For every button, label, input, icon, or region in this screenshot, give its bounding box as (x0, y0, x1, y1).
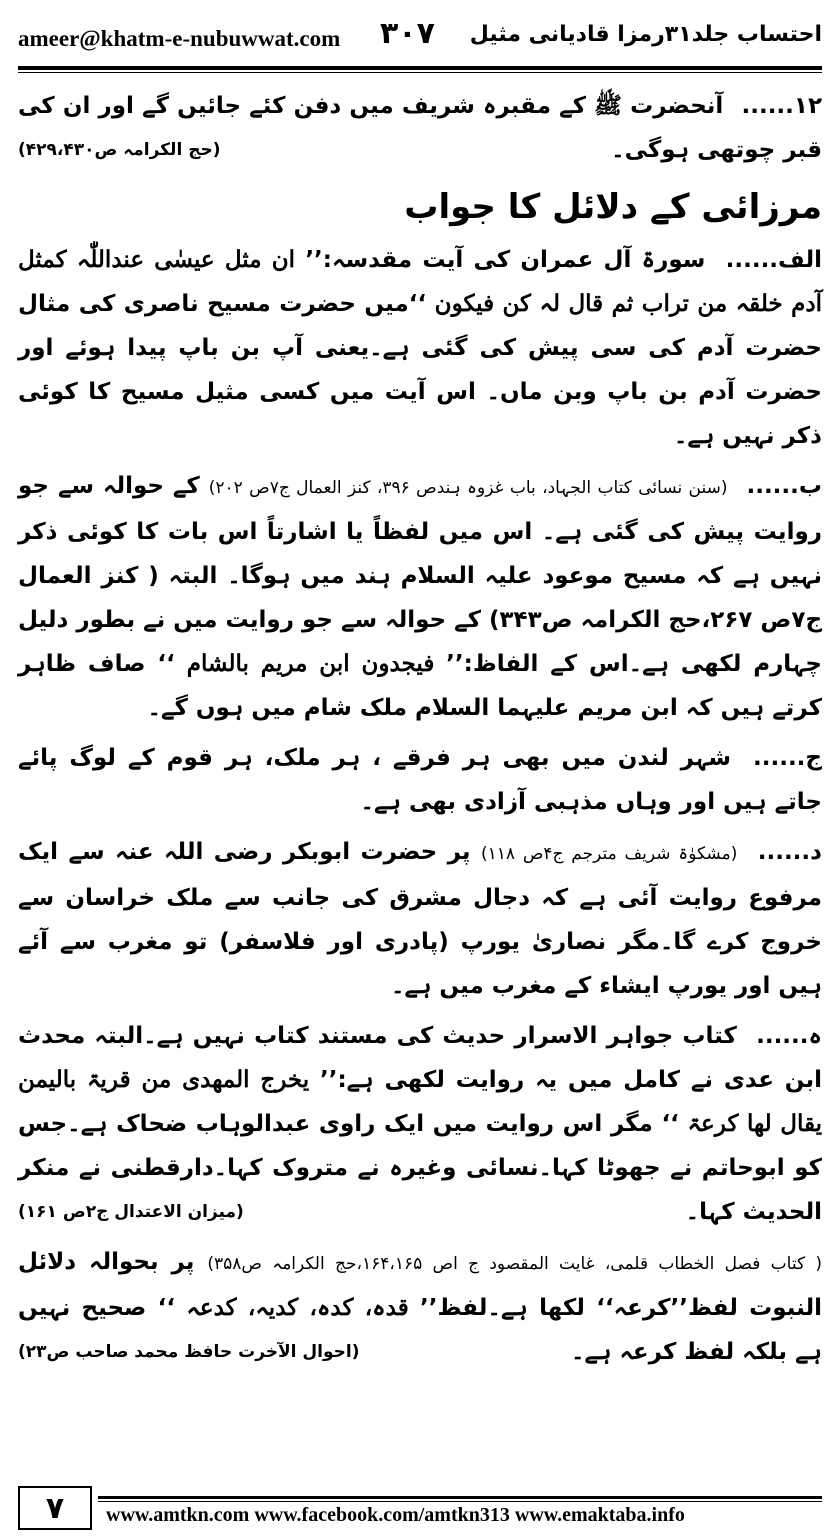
book-page (18, 10, 822, 1530)
header-rule-thin (18, 72, 822, 73)
paragraph-jeem-label: ج...... (753, 745, 822, 771)
paragraph-last (18, 1240, 822, 1374)
header-email: ameer@khatm-e-nubuwwat.com (18, 26, 341, 51)
footer-page-box: ۷ (18, 1486, 92, 1530)
page-number: ۳۰۷ (380, 16, 435, 51)
paragraph-alif-text: ‘‘میں حضرت مسیح ناصری کی مثال حضرت آدم کی سی پیش کی گئی ہے۔یعنی آپ بن باپ پیدا ہوئے اور حضرت آدم بن باپ وبن ماں۔ اس آیت میں کسی مثیل مسیح کا کوئی ذکر نہیں ہے۔ (18, 291, 822, 449)
paragraph-jeem-text: شہر لندن میں بھی ہر فرقے ، ہر ملک، ہر قوم کے لوگ پائے جاتے ہیں اور وہاں مذہبی آزادی بھی ہے۔ (18, 745, 822, 815)
hadith-quote-mahdi: یخرج المھدی من قریۃ بالیمن یقال لھا کرعۃ (18, 1066, 822, 1137)
footer-rule-thin (98, 1501, 822, 1502)
paragraph-bay-text1: کے حوالہ سے جو روایت پیش کی گئی ہے۔ اس میں لفظاً یا اشارتاً اس بات کا کوئی ذکر نہیں ہے کہ مسیح موعود علیہ السلام ہند میں ہوگا۔ البتہ ( کنز العمال ج۷ص ۲۶۷،حج الکرامہ ص۳۴۳) کے حوالہ سے جو روایت میں نے بطور دلیل چہارم لکھی ہے۔اس کے الفاظ:’’ (18, 473, 823, 677)
paragraph-bay (18, 464, 822, 730)
paragraph-dal (18, 830, 822, 1008)
word-variants: قدہ، کدہ، کدیہ، کدعہ (186, 1294, 409, 1321)
page-header (18, 10, 822, 64)
paragraph-hay (18, 1014, 822, 1234)
page-body (18, 84, 822, 1380)
paragraph-bay-label: ب...... (746, 473, 823, 499)
quran-verse: ان مثل عیسٰی عنداللّٰہ کمثل آدم خلقہ من تراب ثم قال لہ کن فیکون (18, 246, 822, 317)
paragraph-dal-label: د...... (757, 839, 822, 865)
page-footer (18, 1484, 822, 1530)
paragraph-hay-label: ہ...... (756, 1023, 822, 1049)
header-rule (18, 66, 822, 70)
footer-rule (98, 1496, 822, 1499)
paragraph-dal-text: پر حضرت ابوبکر رضی اللہ عنہ سے ایک مرفوع روایت آئی ہے کہ دجال مشرق کی جانب سے ملک خراسان سے خروج کرے گا۔مگر نصاریٰ یورپ (پادری اور فلاسفر) تو مغرب سے آئے ہیں اور یورپ ایشاء کے مغرب میں ہے۔ (18, 839, 822, 999)
paragraph-bay-reference: (سنن نسائی کتاب الجہاد، باب غزوہ ہندص ۳۹۶، کنز العمال ج۷ص ۲۰۲) (208, 478, 728, 498)
paragraph-hay-text2: ‘‘ مگر اس روایت میں ایک راوی عبدالوہاب ضحاک ہے۔جس کو ابوحاتم نے جھوٹا کہا۔نسائی وغیرہ نے متروک کہا۔دارقطنی نے منکر الحدیث کہا۔ (18, 1111, 822, 1225)
paragraph-bay-text2: ‘‘ صاف ظاہر کرتے ہیں کہ ابن مریم علیہما السلام ملک شام میں ہوں گے۔ (18, 651, 822, 721)
paragraph-jeem (18, 736, 822, 824)
paragraph-last-text2: ‘‘ صحیح نہیں ہے بلکہ لفظ کرعہ ہے۔ (18, 1295, 822, 1365)
paragraph-last-reference2: (احوال الآخرت حافظ محمد صاحب ص۲۳) (18, 1342, 360, 1362)
paragraph-hay-reference: (میزان الاعتدال ج۲ص ۱۶۱) (18, 1202, 244, 1222)
book-title: احتساب جلد۳۱رمزا قادیانی مثیل (469, 22, 822, 47)
paragraph-last-reference: ( کتاب فصل الخطاب قلمی، غایت المقصود ج اص ۱۶۴،۱۶۵،حج الکرامہ ص۳۵۸) (207, 1254, 822, 1274)
hadith-quote-sham: فیجدون ابن مریم بالشام (186, 650, 435, 677)
section-heading: مرزائی کے دلائل کا جواب (404, 187, 822, 227)
paragraph-alif-intro: سورۃ آل عمران کی آیت مقدسہ:’’ (305, 247, 706, 273)
section-12-label: ۱۲...... (741, 93, 822, 119)
paragraph-dal-reference: (مشکوٰۃ شریف مترجم ج۴ص ۱۱۸) (480, 844, 738, 864)
section-12-text: آنحضرت ﷺ کے مقبرہ شریف میں دفن کئے جائیں گے اور ان کی قبر چوتھی ہوگی۔ (18, 93, 822, 163)
section-12 (18, 84, 822, 172)
paragraph-alif-label: الف...... (725, 247, 822, 273)
section-12-reference: (حج الکرامہ ص۴۲۹،۴۳۰) (18, 140, 221, 160)
footer-urls: www.amtkn.com www.facebook.com/amtkn313 www.emaktaba.info (106, 1504, 685, 1526)
paragraph-last-text1: پر بحوالہ دلائل النبوت لفظ’’کرعہ‘‘ لکھا ہے۔لفظ’’ (18, 1249, 822, 1321)
paragraph-alif (18, 238, 822, 458)
paragraph-hay-text1: کتاب جواہر الاسرار حدیث کی مستند کتاب نہیں ہے۔البتہ محدث ابن عدی نے کامل میں یہ روایت لکھی ہے:’’ (18, 1023, 822, 1093)
